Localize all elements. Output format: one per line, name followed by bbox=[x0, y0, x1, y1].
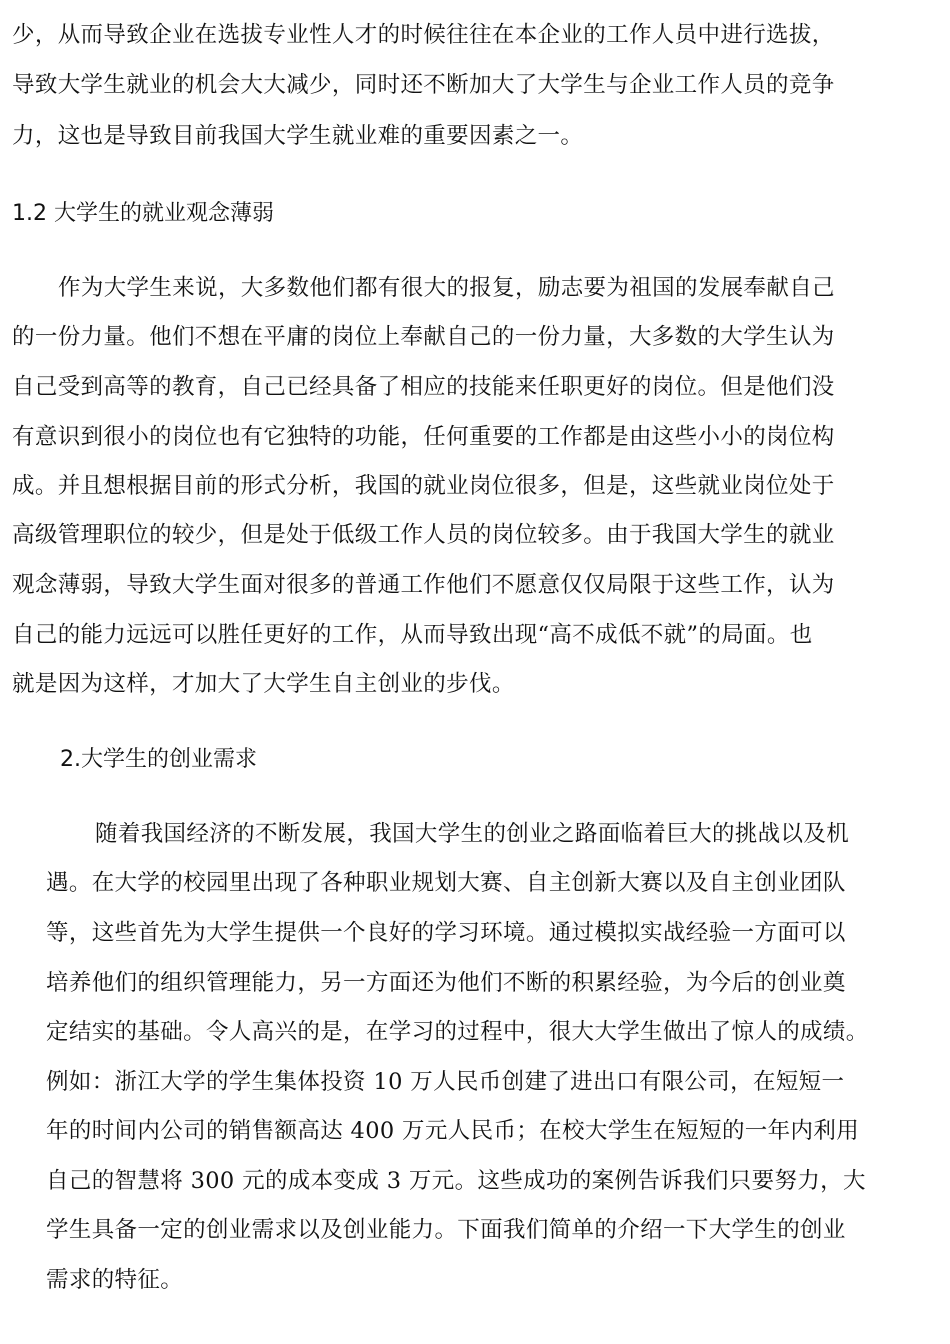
text-line: 学生具备一定的创业需求以及创业能力。下面我们简单的介绍一下大学生的创业 bbox=[46, 1217, 846, 1243]
text-line: 定结实的基础。令人高兴的是，在学习的过程中，很大大学生做出了惊人的成绩。 bbox=[46, 1019, 869, 1045]
text-line: 需求的特征。 bbox=[46, 1267, 184, 1293]
text-line: 培养他们的组织管理能力，另一方面还为他们不断的积累经验，为今后的创业奠 bbox=[46, 970, 846, 996]
text-line: 高级管理职位的较少，但是处于低级工作人员的岗位较多。由于我国大学生的就业 bbox=[12, 522, 835, 548]
text-line: 导致大学生就业的机会大大减少，同时还不断加大了大学生与企业工作人员的竞争 bbox=[12, 72, 835, 98]
text-line: 遇。在大学的校园里出现了各种职业规划大赛、自主创新大赛以及自主创业团队 bbox=[46, 870, 846, 896]
section-heading-2: 2.大学生的创业需求 bbox=[60, 747, 257, 772]
text-line: 例如：浙江大学的学生集体投资 10 万人民币创建了进出口有限公司，在短短一 bbox=[46, 1069, 845, 1095]
text-line: 少，从而导致企业在选拔专业性人才的时候往往在本企业的工作人员中进行选拔， bbox=[12, 22, 835, 48]
text-line: 就是因为这样，才加大了大学生自主创业的步伐。 bbox=[12, 671, 515, 697]
text-line: 年的时间内公司的销售额高达 400 万元人民币；在校大学生在短短的一年内利用 bbox=[46, 1118, 860, 1144]
text-line: 等，这些首先为大学生提供一个良好的学习环境。通过模拟实战经验一方面可以 bbox=[46, 920, 846, 946]
text-line: 有意识到很小的岗位也有它独特的功能，任何重要的工作都是由这些小小的岗位构 bbox=[12, 424, 835, 450]
section-heading-1-2: 1.2 大学生的就业观念薄弱 bbox=[12, 201, 274, 226]
text-line: 成。并且想根据目前的形式分析，我国的就业岗位很多，但是，这些就业岗位处于 bbox=[12, 473, 835, 499]
text-line: 自己的能力远远可以胜任更好的工作，从而导致出现“高不成低不就”的局面。也 bbox=[12, 622, 813, 648]
text-line: 观念薄弱，导致大学生面对很多的普通工作他们不愿意仅仅局限于这些工作，认为 bbox=[12, 572, 835, 598]
text-line: 自己的智慧将 300 元的成本变成 3 万元。这些成功的案例告诉我们只要努力，大 bbox=[46, 1168, 866, 1194]
text-line: 自己受到高等的教育，自己已经具备了相应的技能来任职更好的岗位。但是他们没 bbox=[12, 374, 835, 400]
text-line: 作为大学生来说，大多数他们都有很大的报复，励志要为祖国的发展奉献自己 bbox=[58, 275, 835, 301]
text-line: 随着我国经济的不断发展，我国大学生的创业之路面临着巨大的挑战以及机 bbox=[95, 821, 850, 847]
text-line: 的一份力量。他们不想在平庸的岗位上奉献自己的一份力量，大多数的大学生认为 bbox=[12, 324, 835, 350]
text-line: 力，这也是导致目前我国大学生就业难的重要因素之一。 bbox=[12, 123, 584, 149]
